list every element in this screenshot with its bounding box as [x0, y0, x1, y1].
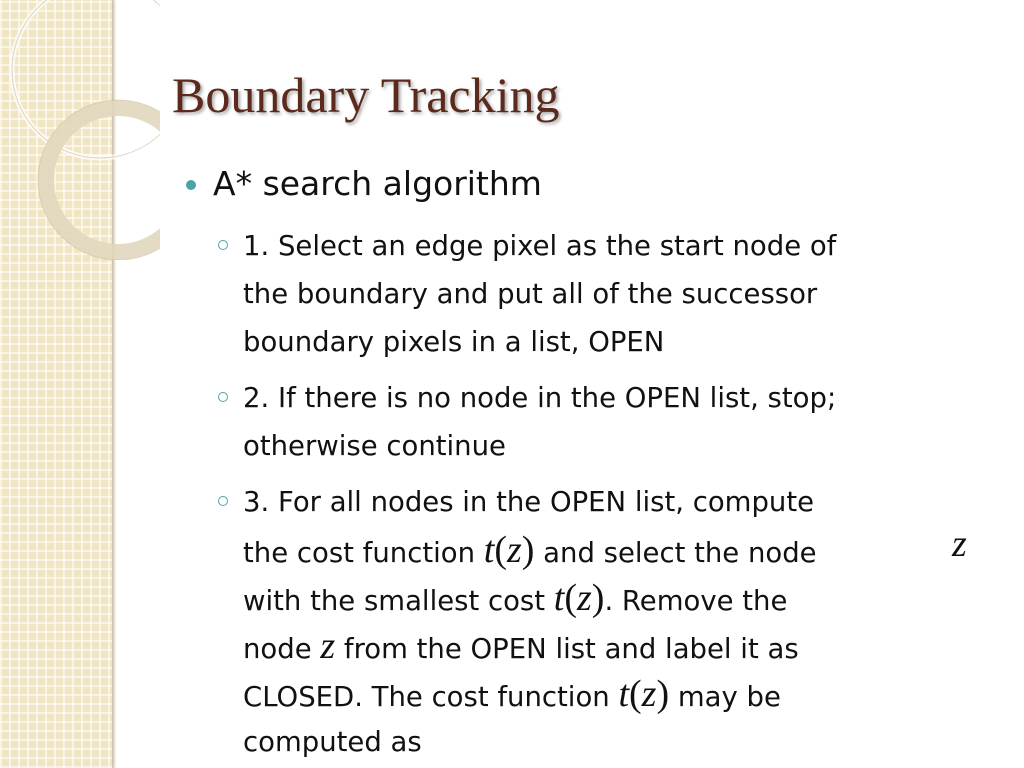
step-2-line-1: 2. If there is no node in the OPEN list, stop; [243, 382, 837, 414]
sub-bullet-ring-icon [218, 240, 228, 250]
sub-bullet-ring-icon [218, 496, 228, 506]
bullet-dot-icon [186, 180, 196, 190]
step-1-line-2: the boundary and put all of the successor [243, 278, 818, 310]
step-1-line-1: 1. Select an edge pixel as the start node of [243, 230, 837, 262]
sub-bullet-ring-icon [218, 392, 228, 402]
text-fragment: . Remove the [604, 585, 788, 617]
text-fragment: with the smallest cost [243, 585, 554, 617]
slide-title: Boundary Tracking [172, 67, 560, 123]
text-fragment: node [243, 633, 321, 665]
step-2-line-2: otherwise continue [243, 430, 506, 462]
step-1-line-3: boundary pixels in a list, OPEN [243, 326, 665, 358]
math-t-of-z: t(z) [483, 529, 535, 571]
step-3-line-1: 3. For all nodes in the OPEN list, compute [243, 486, 815, 518]
text-fragment: may be [669, 681, 781, 713]
floating-math-z: z [952, 523, 967, 565]
step-3-line-3 [243, 574, 787, 625]
step-3-line-5 [243, 670, 781, 721]
math-t-of-z: t(z) [553, 577, 605, 619]
text-fragment: CLOSED. The cost function [243, 681, 619, 713]
main-bullet-text: A* search algorithm [213, 164, 542, 203]
text-fragment: from the OPEN list and label it as [335, 633, 799, 665]
step-3-line-6: computed as [243, 726, 422, 758]
text-fragment: and select the node [534, 537, 817, 569]
math-z: z [320, 625, 336, 667]
step-3-line-2 [243, 526, 817, 577]
step-3-line-4 [243, 622, 799, 673]
text-fragment: the cost function [243, 537, 484, 569]
decorative-rings [0, 0, 160, 260]
math-t-of-z: t(z) [618, 673, 670, 715]
